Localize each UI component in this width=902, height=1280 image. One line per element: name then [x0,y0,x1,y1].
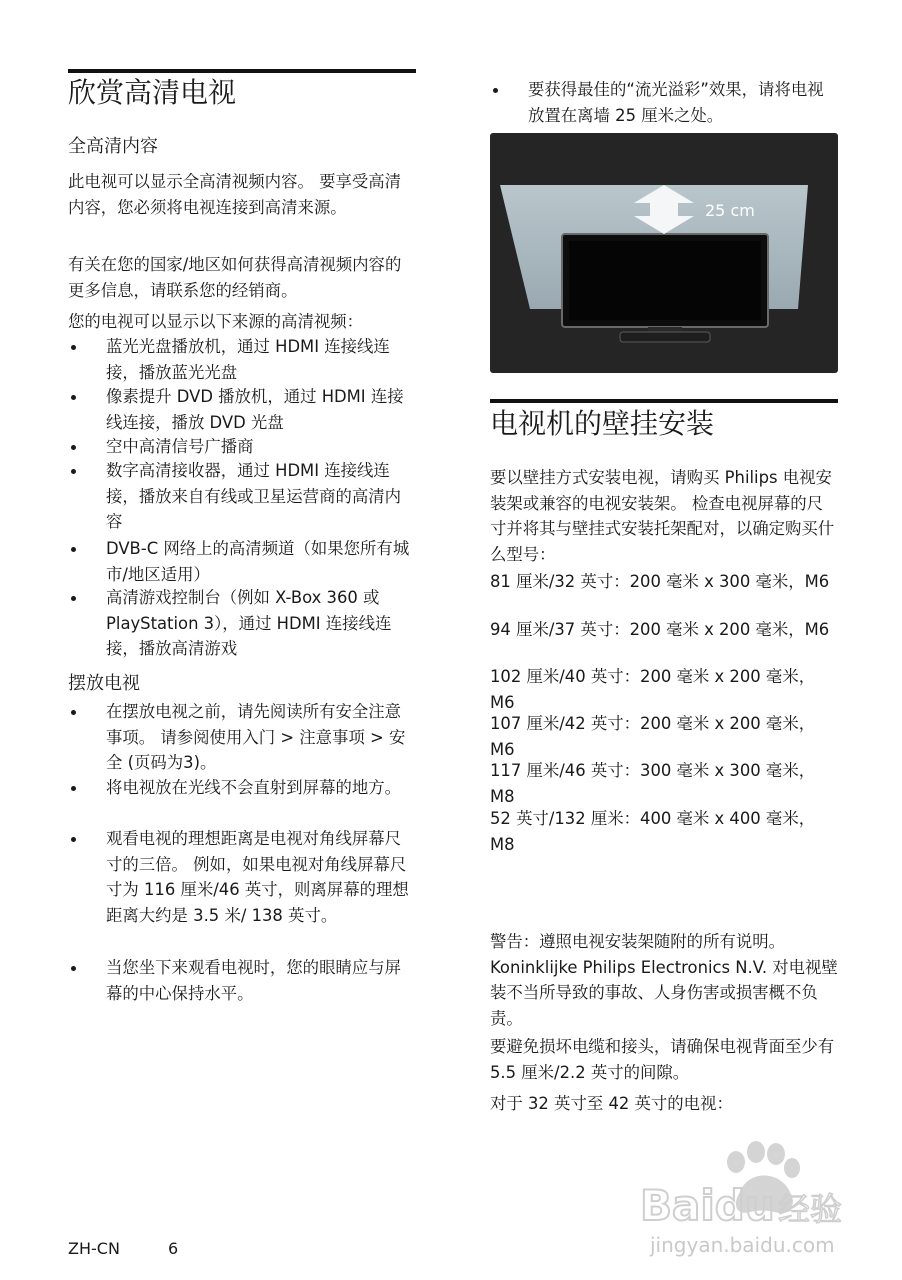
list-item: 高清游戏控制台（例如 X-Box 360 或 PlayStation 3），通过 HDMI 连接线连接，播放高清游戏 [68,585,416,662]
paragraph: 要以壁挂方式安装电视，请购买 Philips 电视安装架或兼容的电视安装架。 检查电视屏幕的尺寸并将其与壁挂式安装托架配对，以确定购买什么型号： [490,468,835,564]
section-rule [490,399,838,403]
tv-stand [620,332,710,342]
subheading-placement: 摆放电视 [68,673,140,694]
mount-spec: 102 厘米/40 英寸：200 毫米 x 200 毫米，M6 [490,667,816,712]
list-item: 空中高清信号广播商 [68,434,416,460]
baidu-watermark [640,1140,890,1270]
list-item: 数字高清接收器，通过 HDMI 连接线连接，播放来自有线或卫星运营商的高清内容 [68,458,416,535]
paragraph: 要避免损坏电缆和接头，请确保电视背面至少有 5.5 厘米/2.2 英寸的间隙。 [490,1037,835,1082]
list-item: 将电视放在光线不会直射到屏幕的地方。 [68,775,416,801]
tv-screen [569,241,761,320]
watermark-url: jingyan.baidu.com [650,1233,835,1257]
brand-cn-text: 经验 [778,1190,843,1228]
page-title: 欣赏高清电视 [68,76,237,109]
mount-spec: 94 厘米/37 英寸：200 毫米 x 200 毫米，M6 [490,620,830,639]
distance-label: 25 cm [705,201,755,220]
mount-spec: 107 厘米/42 英寸：200 毫米 x 200 毫米，M6 [490,714,816,759]
paragraph: 有关在您的国家/地区如何获得高清视频内容的更多信息，请联系您的经销商。 [68,255,402,300]
section-title-wall-mount: 电视机的壁挂安装 [490,407,715,440]
list-item: 观看电视的理想距离是电视对角线屏幕尺寸的三倍。 例如，如果电视对角线屏幕尺寸为 116 厘米/46 英寸，则离屏幕的理想距离大约是 3.5 米/ 138 英寸。 [68,826,416,928]
paragraph: 对于 32 英寸至 42 英寸的电视： [490,1094,733,1113]
paragraph: 您的电视可以显示以下来源的高清视频： [68,312,364,331]
tv-wall-illustration [490,133,838,373]
list-item: 像素提升 DVD 播放机，通过 HDMI 连接线连接，播放 DVD 光盘 [68,384,406,435]
footer-language: ZH-CN [68,1239,120,1258]
list-item: 蓝光光盘播放机，通过 HDMI 连接线连接，播放蓝光光盘 [68,334,416,385]
brand-text: Baidu [640,1181,775,1230]
mount-spec: 81 厘米/32 英寸：200 毫米 x 300 毫米，M6 [490,572,830,591]
warning-text: 警告：遵照电视安装架随附的所有说明。 Koninklijke Philips Electronics N.V. 对电视壁装不当所导致的事故、人身伤害或损害概不负责。 [490,932,838,1028]
paragraph: 此电视可以显示全高清视频内容。 要享受高清内容，您必须将电视连接到高清来源。 [68,172,402,217]
list-item: 在摆放电视之前，请先阅读所有安全注意事项。 请参阅使用入门 > 注意事项 > 安全 (页码为3)。 [68,699,416,776]
list-item: 当您坐下来观看电视时，您的眼睛应与屏幕的中心保持水平。 [68,955,416,1006]
list-item: DVB-C 网络上的高清频道（如果您所有城市/地区适用） [68,536,416,587]
section-rule [68,69,416,73]
page-number: 6 [168,1239,179,1258]
subheading-hd-content: 全高清内容 [68,136,158,157]
baidu-logo [640,1140,890,1270]
list-item: 要获得最佳的“流光溢彩”效果，请将电视放置在离墙 25 厘米之处。 [490,77,833,128]
wall-distance-illustration [490,133,838,373]
mount-spec: 52 英寸/132 厘米：400 毫米 x 400 毫米，M8 [490,809,816,854]
mount-spec: 117 厘米/46 英寸：300 毫米 x 300 毫米，M8 [490,761,816,806]
